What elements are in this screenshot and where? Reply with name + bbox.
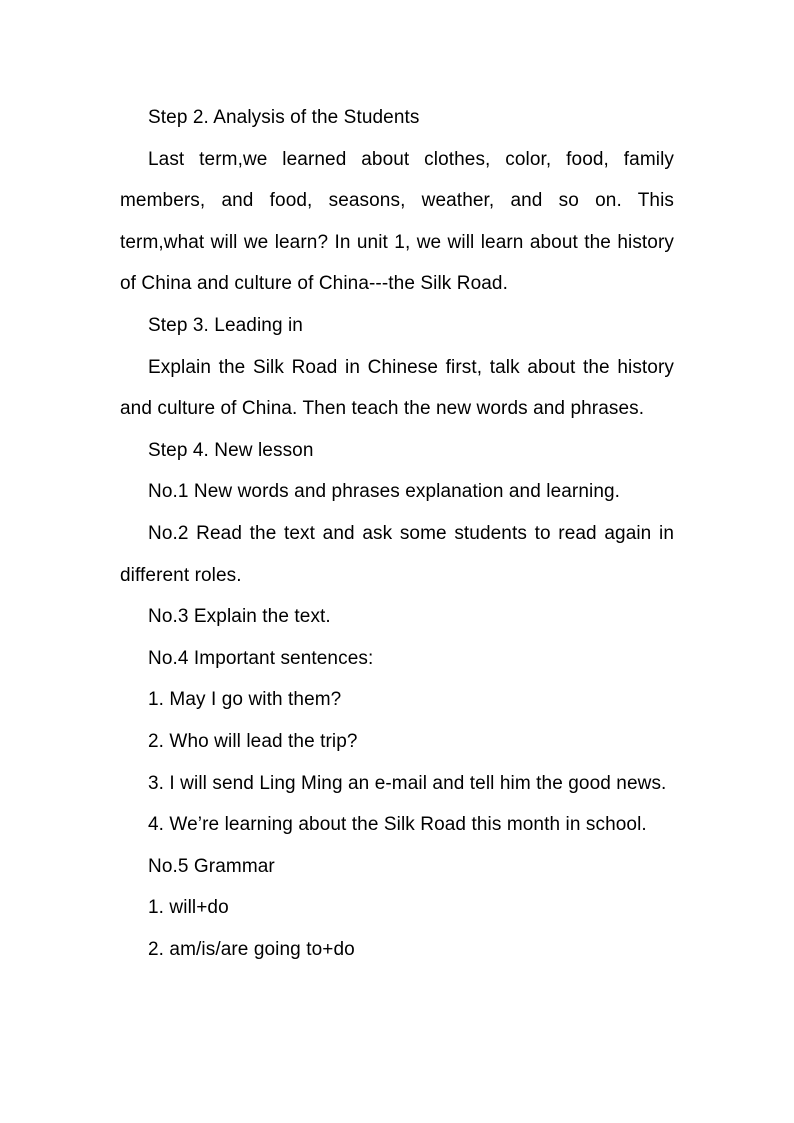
- grammar-item-1: 1. will+do: [148, 897, 229, 919]
- step-2-heading: Step 2. Analysis of the Students: [148, 107, 420, 128]
- lesson-item-4: No.4 Important sentences:: [148, 647, 374, 669]
- step-4-heading: Step 4. New lesson: [148, 439, 314, 461]
- lesson-item-3: No.3 Explain the text.: [148, 606, 331, 628]
- important-sentence-3: 3. I will send Ling Ming an e-mail and tell him the good news.: [148, 772, 667, 794]
- step-3-heading: Step 3. Leading in: [148, 314, 303, 336]
- grammar-item-2: 2. am/is/are going to+do: [148, 938, 355, 960]
- lesson-item-2: No.2 Read the text and ask some students to read again in different roles.: [120, 522, 674, 586]
- document-body: [120, 97, 674, 970]
- important-sentence-4: 4. We’re learning about the Silk Road this month in school.: [148, 814, 647, 836]
- leading-in-paragraph: Explain the Silk Road in Chinese first, talk about the history and culture of China. Then teach the new words and phrases.: [120, 356, 674, 420]
- students-analysis-paragraph: Last term,we learned about clothes, color, food, family members, and food, seasons, weather, and so on. This term,what will we learn? In unit 1, we will learn about the history of China and culture of China---the Silk Road.: [120, 148, 674, 295]
- important-sentence-1: 1. May I go with them?: [148, 689, 342, 711]
- lesson-item-1: No.1 New words and phrases explanation and learning.: [148, 481, 621, 503]
- lesson-item-5: No.5 Grammar: [148, 855, 275, 877]
- important-sentence-2: 2. Who will lead the trip?: [148, 730, 358, 752]
